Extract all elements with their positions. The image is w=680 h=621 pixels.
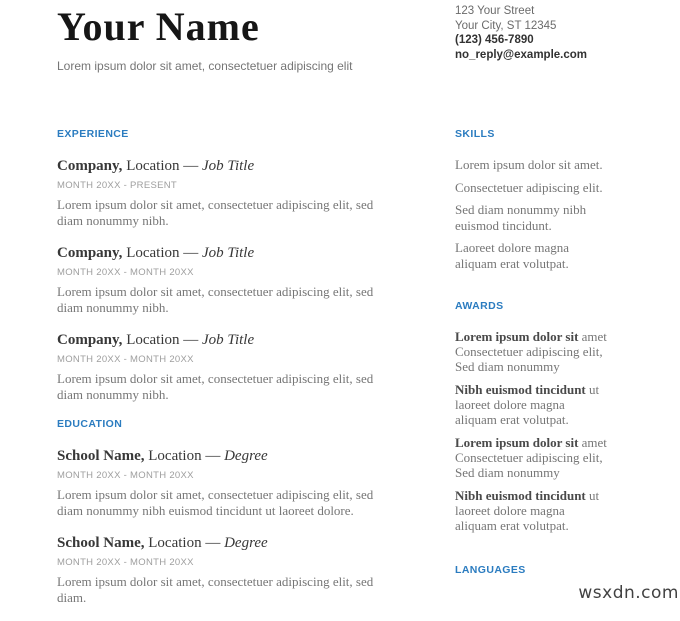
award-item: Nibh euismod tincidunt ut laoreet dolore magna aliquam erat volutpat. [455, 382, 600, 427]
contact-street: 123 Your Street [455, 5, 535, 17]
entry-title: Company, Location — Job Title [57, 332, 255, 348]
skill-item: Sed diam nonummy nibh euismod tincidunt. [455, 202, 587, 233]
education-entry [57, 447, 387, 518]
contact-email: no_reply@example.com [455, 48, 588, 61]
contact-city: Your City, ST 12345 [455, 19, 557, 32]
section-education [57, 418, 387, 605]
left-column [57, 128, 387, 621]
entry-title: School Name, Location — Degree [57, 535, 268, 551]
entry-dates: MONTH 20XX - MONTH 20XX [57, 557, 194, 568]
entry-description: Lorem ipsum dolor sit amet, consectetuer adipiscing elit, sed diam nonummy nibh. [57, 197, 374, 228]
section-experience [57, 128, 387, 402]
entry-description: Lorem ipsum dolor sit amet, consectetuer adipiscing elit, sed diam nonummy nibh. [57, 284, 374, 315]
entry-dates: MONTH 20XX - MONTH 20XX [57, 470, 194, 481]
entry-title: Company, Location — Job Title [57, 158, 255, 174]
tagline: Lorem ipsum dolor sit amet, consectetuer adipiscing elit [57, 59, 353, 73]
contact-phone: (123) 456-7890 [455, 34, 534, 46]
page-title: Your Name [57, 4, 260, 49]
right-column [455, 128, 607, 593]
award-item: Lorem ipsum dolor sit amet Consectetuer adipiscing elit, Sed diam nonummy [455, 435, 607, 480]
experience-heading: EXPERIENCE [57, 128, 129, 140]
entry-description: Lorem ipsum dolor sit amet, consectetuer adipiscing elit, sed diam nonummy nibh. [57, 371, 374, 402]
languages-heading: LANGUAGES [455, 564, 526, 576]
section-awards [455, 300, 607, 533]
skill-item: Laoreet dolore magna aliquam erat volutpat. [455, 240, 570, 271]
skill-item: Consectetuer adipiscing elit. [455, 179, 603, 195]
award-item: Nibh euismod tincidunt ut laoreet dolore magna aliquam erat volutpat. [455, 488, 600, 533]
entry-dates: MONTH 20XX - MONTH 20XX [57, 354, 194, 365]
entry-description: Lorem ipsum dolor sit amet, consectetuer adipiscing elit, sed diam nonummy nibh euismod tincidunt ut laoreet dolore. [57, 487, 374, 518]
section-languages [455, 564, 607, 576]
section-skills [455, 128, 607, 271]
entry-dates: MONTH 20XX - PRESENT [57, 180, 178, 191]
skill-item: Lorem ipsum dolor sit amet. [455, 157, 603, 172]
skills-heading: SKILLS [455, 128, 495, 140]
identity-block [57, 4, 447, 73]
awards-heading: AWARDS [455, 300, 504, 312]
entry-title: Company, Location — Job Title [57, 245, 255, 261]
experience-entry [57, 157, 387, 228]
education-heading: EDUCATION [57, 418, 123, 430]
award-item: Lorem ipsum dolor sit amet Consectetuer adipiscing elit, Sed diam nonummy [455, 329, 607, 374]
entry-description: Lorem ipsum dolor sit amet, consectetuer adipiscing elit, sed diam. [57, 574, 374, 605]
watermark: wsxdn.com [578, 583, 679, 603]
entry-title: School Name, Location — Degree [57, 448, 268, 464]
entry-dates: MONTH 20XX - MONTH 20XX [57, 267, 194, 278]
experience-entry [57, 331, 387, 402]
education-entry [57, 534, 387, 605]
contact-block [455, 4, 587, 62]
experience-entry [57, 244, 387, 315]
